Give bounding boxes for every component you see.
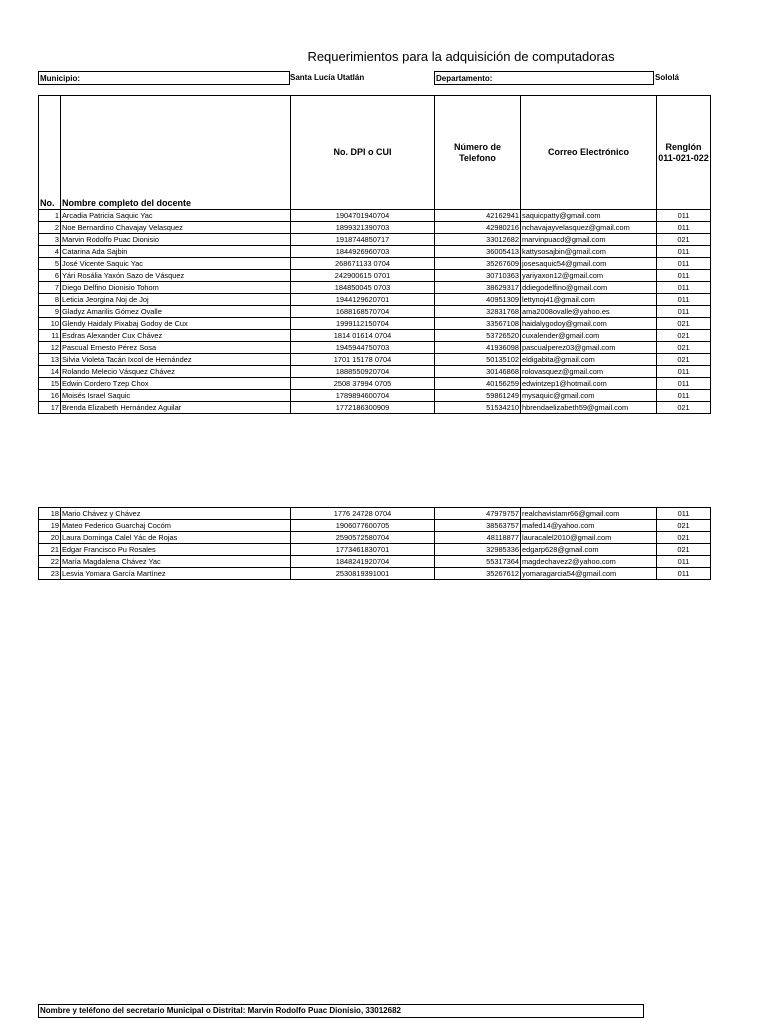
phone-number: 36005413 [435, 246, 521, 258]
dpi-number: 1904701940704 [291, 210, 435, 222]
renglon-code: 011 [657, 556, 711, 568]
dpi-number: 1772186300909 [291, 402, 435, 414]
row-number: 6 [39, 270, 61, 282]
phone-number: 35267609 [435, 258, 521, 270]
email-address: josesaquic54@gmail.com [521, 258, 657, 270]
phone-number: 32831768 [435, 306, 521, 318]
teacher-name: Edgar Francisco Pu Rosales [61, 544, 291, 556]
table-row [39, 520, 711, 532]
dpi-number: 1688168570704 [291, 306, 435, 318]
teacher-name: Moisés Israel Saquic [61, 390, 291, 402]
dpi-number: 1789894600704 [291, 390, 435, 402]
dpi-number: 2508 37994 0705 [291, 378, 435, 390]
renglon-code: 021 [657, 342, 711, 354]
renglon-code: 011 [657, 282, 711, 294]
row-number: 2 [39, 222, 61, 234]
dpi-number: 1814 01614 0704 [291, 330, 435, 342]
email-address: cuxalender@gmail.com [521, 330, 657, 342]
teacher-name: Esdras Alexander Cux Chávez [61, 330, 291, 342]
email-address: pascualperez03@gmail.com [521, 342, 657, 354]
renglon-code: 011 [657, 306, 711, 318]
table-row [39, 222, 711, 234]
dpi-number: 1899321390703 [291, 222, 435, 234]
teacher-name: Mateo Federico Guarchaj Cocóm [61, 520, 291, 532]
page-title: Requerimientos para la adquisición de computadoras [307, 49, 615, 64]
phone-number: 33012682 [435, 234, 521, 246]
phone-number: 50135102 [435, 354, 521, 366]
dpi-number: 1773461830701 [291, 544, 435, 556]
teacher-name: Silvia Violeta Tacán Ixcol de Hernández [61, 354, 291, 366]
phone-number: 33567108 [435, 318, 521, 330]
phone-number: 59861249 [435, 390, 521, 402]
teacher-name: Leticia Jeorgina Noj de Joj [61, 294, 291, 306]
teacher-name: Noe Bernardino Chavajay Velasquez [61, 222, 291, 234]
dpi-number: 1888550920704 [291, 366, 435, 378]
table-row [39, 402, 711, 414]
teacher-name: Diego Delfino Dionisio Tohom [61, 282, 291, 294]
row-number: 9 [39, 306, 61, 318]
table-row [39, 378, 711, 390]
table-row [39, 568, 711, 580]
email-address: ama2008ovalle@yahoo.es [521, 306, 657, 318]
teacher-name: Gladyz Amarilis Gómez Ovalle [61, 306, 291, 318]
row-number: 4 [39, 246, 61, 258]
dpi-number: 268671133 0704 [291, 258, 435, 270]
email-address: eldigabita@gmail.com [521, 354, 657, 366]
row-number: 8 [39, 294, 61, 306]
email-address: haidalygodoy@gmail.com [521, 318, 657, 330]
email-address: lauracalel2010@gmail.com [521, 532, 657, 544]
email-address: mafed14@yahoo.com [521, 520, 657, 532]
renglon-code: 011 [657, 294, 711, 306]
email-address: hbrendaelizabeth59@gmail.com [521, 402, 657, 414]
municipio-value: Santa Lucía Utatlán [290, 73, 365, 82]
phone-number: 42162941 [435, 210, 521, 222]
renglon-code: 011 [657, 568, 711, 580]
teacher-name: Brenda Elizabeth Hernández Aguilar [61, 402, 291, 414]
phone-number: 41936098 [435, 342, 521, 354]
row-number: 23 [39, 568, 61, 580]
table-row [39, 294, 711, 306]
table-body-first [39, 210, 711, 414]
departamento-value: Sololá [655, 73, 680, 82]
email-address: ddiegodelfino@gmail.com [521, 282, 657, 294]
row-number: 21 [39, 544, 61, 556]
row-number: 16 [39, 390, 61, 402]
row-number: 19 [39, 520, 61, 532]
teacher-name: Yári Rosália Yaxón Sazo de Vásquez [61, 270, 291, 282]
phone-number: 35267612 [435, 568, 521, 580]
renglon-code: 011 [657, 390, 711, 402]
row-number: 3 [39, 234, 61, 246]
email-address: kattysosajbin@gmail.com [521, 246, 657, 258]
table-row [39, 258, 711, 270]
renglon-code: 011 [657, 378, 711, 390]
teacher-name: María Magdalena Chávez Yac [61, 556, 291, 568]
row-number: 18 [39, 508, 61, 520]
phone-number: 38629317 [435, 282, 521, 294]
teacher-name: Edwin Cordero Tzep Chox [61, 378, 291, 390]
renglon-code: 021 [657, 402, 711, 414]
renglon-code: 011 [657, 366, 711, 378]
phone-number: 30146868 [435, 366, 521, 378]
renglon-code: 021 [657, 318, 711, 330]
table-row [39, 508, 711, 520]
email-address: realchavistamr66@gmail.com [521, 508, 657, 520]
table-row [39, 234, 711, 246]
renglon-code: 011 [657, 270, 711, 282]
email-address: rolovasquez@gmail.com [521, 366, 657, 378]
email-address: nchavajayvelasquez@gmail.com [521, 222, 657, 234]
table-row [39, 210, 711, 222]
dpi-number: 184850045 0703 [291, 282, 435, 294]
phone-number: 38563757 [435, 520, 521, 532]
email-address: magdechavez2@yahoo.com [521, 556, 657, 568]
municipio-label: Municipio: [40, 74, 80, 83]
dpi-number: 1944129620701 [291, 294, 435, 306]
phone-number: 48118877 [435, 532, 521, 544]
table-row [39, 306, 711, 318]
row-number: 14 [39, 366, 61, 378]
row-number: 13 [39, 354, 61, 366]
row-number: 12 [39, 342, 61, 354]
dpi-number: 1906077600705 [291, 520, 435, 532]
renglon-code: 021 [657, 330, 711, 342]
dpi-number: 1701 15178 0704 [291, 354, 435, 366]
teacher-name: Mario Chávez y Chávez [61, 508, 291, 520]
phone-number: 55317364 [435, 556, 521, 568]
phone-number: 32985336 [435, 544, 521, 556]
col-header-email: Correo Electrónico [521, 96, 657, 210]
email-address: mysaquic@gmail.com [521, 390, 657, 402]
teachers-table [38, 95, 711, 414]
phone-number: 30710363 [435, 270, 521, 282]
col-header-renglon: Renglón 011-021-022 [657, 96, 711, 210]
dpi-number: 1945944750703 [291, 342, 435, 354]
dpi-number: 1848241920704 [291, 556, 435, 568]
email-address: yomaragarcia54@gmail.com [521, 568, 657, 580]
teacher-name: Lesvia Yomara García Martínez [61, 568, 291, 580]
col-header-dpi: No. DPI o CUI [291, 96, 435, 210]
row-number: 1 [39, 210, 61, 222]
dpi-number: 242900615 0701 [291, 270, 435, 282]
teacher-name: Pascual Ernesto Pérez Sosa [61, 342, 291, 354]
row-number: 22 [39, 556, 61, 568]
teacher-name: Marvin Rodolfo Puac Dionisio [61, 234, 291, 246]
col-header-name: Nombre completo del docente [61, 96, 291, 210]
dpi-number: 1918744850717 [291, 234, 435, 246]
col-header-phone: Número de Telefono [435, 96, 521, 210]
teacher-name: Catarina Ada Sajbin [61, 246, 291, 258]
email-address: edgarp628@gmail.com [521, 544, 657, 556]
row-number: 10 [39, 318, 61, 330]
phone-number: 47979757 [435, 508, 521, 520]
phone-number: 53726520 [435, 330, 521, 342]
email-address: edwintzep1@hotmail.com [521, 378, 657, 390]
renglon-code: 011 [657, 508, 711, 520]
dpi-number: 2590572580704 [291, 532, 435, 544]
table-header-row [39, 96, 711, 210]
table-row [39, 532, 711, 544]
departamento-label-cell [434, 71, 654, 85]
table-row [39, 330, 711, 342]
table-row [39, 556, 711, 568]
table-row [39, 318, 711, 330]
email-address: yariyaxon12@gmail.com [521, 270, 657, 282]
renglon-code: 011 [657, 222, 711, 234]
renglon-code: 021 [657, 234, 711, 246]
col-header-no: No. [39, 96, 61, 210]
departamento-label: Departamento: [436, 74, 493, 83]
table-row [39, 270, 711, 282]
row-number: 20 [39, 532, 61, 544]
dpi-number: 1844926960703 [291, 246, 435, 258]
table-row [39, 246, 711, 258]
row-number: 7 [39, 282, 61, 294]
phone-number: 42980216 [435, 222, 521, 234]
table-row [39, 544, 711, 556]
table-row [39, 390, 711, 402]
phone-number: 40951309 [435, 294, 521, 306]
teacher-name: José Vicente Saquic Yac [61, 258, 291, 270]
email-address: marvinpuacd@gmail.com [521, 234, 657, 246]
renglon-code: 021 [657, 520, 711, 532]
dpi-number: 1776 24728 0704 [291, 508, 435, 520]
phone-number: 40156259 [435, 378, 521, 390]
teacher-name: Arcadia Patricia Saquic Yac [61, 210, 291, 222]
row-number: 5 [39, 258, 61, 270]
renglon-code: 011 [657, 258, 711, 270]
phone-number: 51534210 [435, 402, 521, 414]
renglon-code: 021 [657, 544, 711, 556]
email-address: lettynoj41@gmail.com [521, 294, 657, 306]
row-number: 17 [39, 402, 61, 414]
email-address: saquicpatty@gmail.com [521, 210, 657, 222]
teachers-table-continued [38, 507, 711, 580]
table-row [39, 366, 711, 378]
teacher-name: Rolando Melecio Vásquez Chávez [61, 366, 291, 378]
row-number: 11 [39, 330, 61, 342]
table-row [39, 282, 711, 294]
dpi-number: 1999112150704 [291, 318, 435, 330]
renglon-code: 011 [657, 246, 711, 258]
table-row [39, 342, 711, 354]
row-number: 15 [39, 378, 61, 390]
secretary-footer: Nombre y teléfono del secretario Municipal o Distrital: Marvin Rodolfo Puac Dionisio, 33012682 [38, 1004, 644, 1018]
dpi-number: 2530819391001 [291, 568, 435, 580]
teacher-name: Laura Dominga Calel Yác de Rojas [61, 532, 291, 544]
renglon-code: 021 [657, 354, 711, 366]
renglon-code: 021 [657, 532, 711, 544]
table-body-second [39, 508, 711, 580]
teacher-name: Glendy Haidaly Pixabaj Godoy de Cux [61, 318, 291, 330]
municipio-label-cell [38, 71, 290, 85]
renglon-code: 011 [657, 210, 711, 222]
table-row [39, 354, 711, 366]
